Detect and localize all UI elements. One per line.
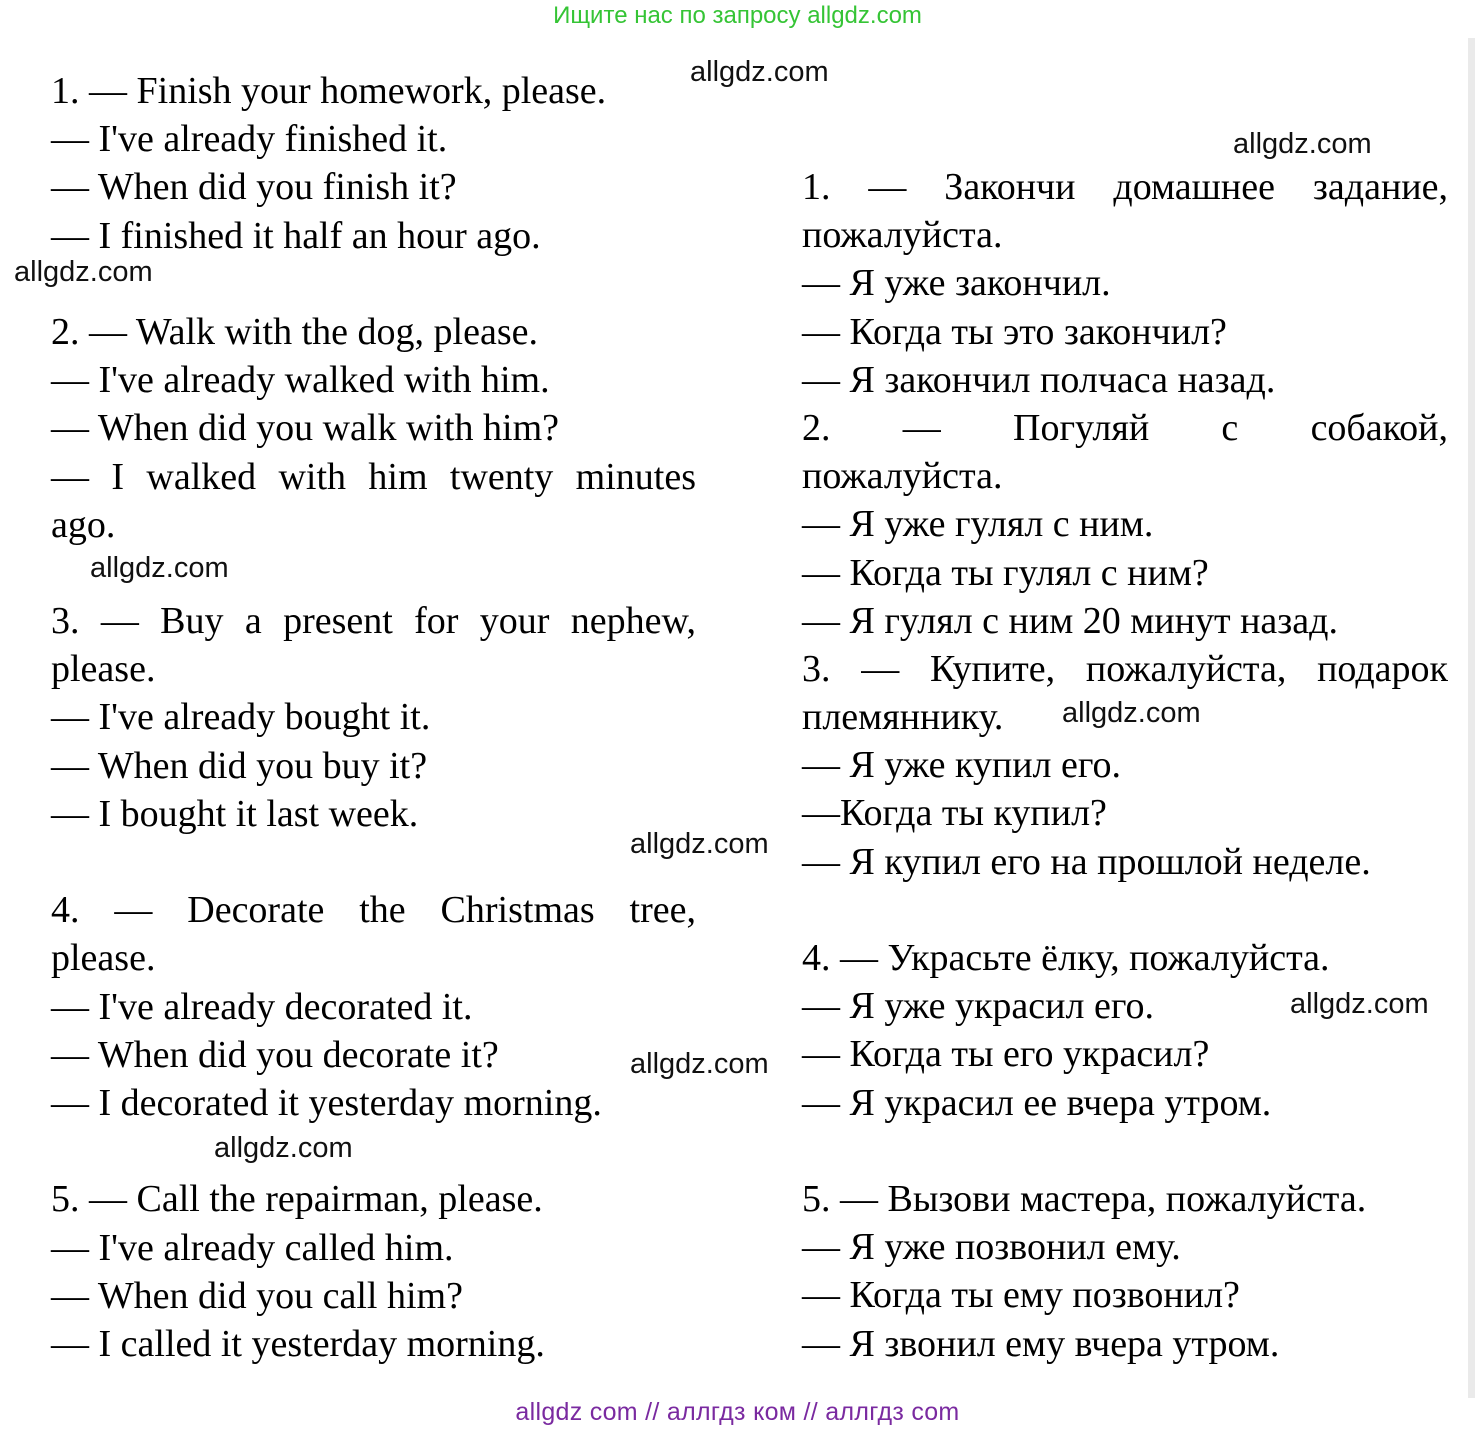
ru-line: — Я уже гулял с ним. — [802, 503, 1154, 546]
ru-line: — Когда ты ему позвонил? — [802, 1274, 1240, 1317]
spacer — [51, 1127, 696, 1175]
footer-links[interactable]: allgdz com // аллгдз ком // аллгдз com — [515, 1398, 960, 1426]
en-line: 4. — Decorate the Christmas tree, — [51, 889, 696, 932]
ru-line: 4. — Украсьте ёлку, пожалуйста. — [802, 937, 1330, 979]
ru-line: — Когда ты гулял с ним? — [802, 551, 1209, 594]
ru-line: — Я уже украсил его. — [802, 985, 1154, 1028]
en-line: — When did you finish it? — [51, 166, 457, 209]
ru-line: 3. — Купите, пожалуйста, подарок — [802, 647, 1448, 690]
watermark: allgdz.com — [1233, 128, 1372, 160]
en-line: — I've already finished it. — [51, 118, 448, 161]
ru-line: 5. — Вызови мастера, пожалуйста. — [802, 1177, 1367, 1220]
ru-line: племяннику. — [802, 696, 1004, 739]
ru-line: — Когда ты его украсил? — [802, 1033, 1210, 1076]
en-line: please. — [51, 648, 156, 691]
ru-line: 1. — Закончи домашнее задание, — [802, 166, 1448, 208]
en-line: — I walked with him twenty minutes — [51, 455, 696, 498]
watermark: allgdz.com — [1062, 697, 1201, 729]
spacer — [51, 838, 696, 886]
en-line: — When did you decorate it? — [51, 1033, 499, 1076]
en-line: — I've already walked with him. — [51, 359, 550, 402]
ru-line: — Я уже купил его. — [802, 744, 1122, 787]
en-line: 2. — Walk with the dog, please. — [51, 310, 538, 353]
watermark: allgdz.com — [90, 552, 229, 584]
en-line: — I've already decorated it. — [51, 985, 473, 1028]
ru-line: пожалуйста. — [802, 455, 1003, 498]
en-line: — When did you call him? — [51, 1274, 463, 1317]
ru-line: — Я звонил ему вчера утром. — [802, 1322, 1280, 1365]
watermark: allgdz.com — [630, 828, 769, 860]
ru-line: — Я купил его на прошлой неделе. — [802, 840, 1371, 883]
ru-line: — Я гулял с ним 20 минут назад. — [802, 599, 1338, 642]
en-line: please. — [51, 937, 156, 980]
en-line: 1. — Finish your homework, please. — [51, 70, 607, 112]
watermark: allgdz.com — [14, 256, 153, 288]
en-line: — I bought it last week. — [51, 792, 419, 835]
en-line: — I've already called him. — [51, 1226, 454, 1269]
russian-column — [802, 163, 1448, 1368]
en-line: 5. — Call the repairman, please. — [51, 1178, 543, 1221]
en-line: 3. — Buy a present for your nephew, — [51, 600, 696, 643]
ru-line: пожалуйста. — [802, 214, 1003, 257]
top-banner[interactable]: Ищите нас по запросу allgdz.com — [553, 2, 922, 29]
en-line: — I've already bought it. — [51, 696, 431, 739]
en-line: — I decorated it yesterday morning. — [51, 1081, 602, 1124]
ru-line: — Я украсил ее вчера утром. — [802, 1081, 1272, 1124]
en-line: — I finished it half an hour ago. — [51, 214, 541, 257]
en-line: — I called it yesterday morning. — [51, 1322, 545, 1365]
watermark: allgdz.com — [690, 56, 829, 88]
scrollbar[interactable] — [1468, 38, 1475, 1398]
ru-line: 2. — Погуляй с собакой, — [802, 406, 1448, 449]
spacer — [802, 1127, 1448, 1175]
ru-line: —Когда ты купил? — [802, 792, 1107, 835]
watermark: allgdz.com — [1290, 988, 1429, 1020]
watermark: allgdz.com — [214, 1132, 353, 1164]
ru-line: — Я уже позвонил ему. — [802, 1226, 1181, 1269]
ru-line: — Я закончил полчаса назад. — [802, 358, 1276, 401]
ru-line: — Я уже закончил. — [802, 262, 1111, 305]
watermark: allgdz.com — [630, 1048, 769, 1080]
spacer — [802, 886, 1448, 934]
en-line: — When did you buy it? — [51, 744, 428, 787]
en-line: ago. — [51, 503, 116, 546]
ru-line: — Когда ты это закончил? — [802, 310, 1227, 353]
en-line: — When did you walk with him? — [51, 407, 560, 450]
